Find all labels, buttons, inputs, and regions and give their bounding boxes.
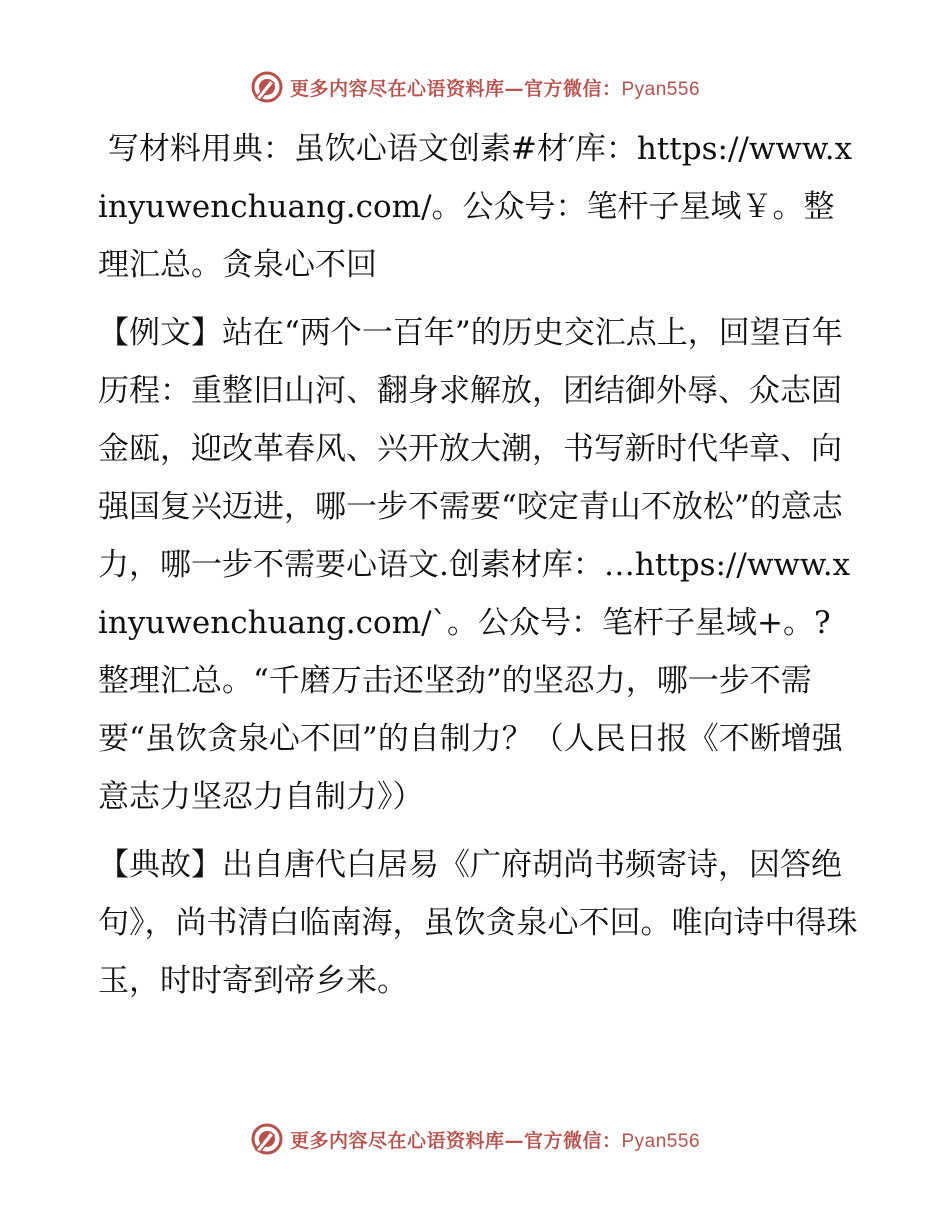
banner-text xyxy=(290,74,700,101)
banner-label: 更多内容尽在心语资料库—官方微信： xyxy=(289,77,622,100)
paragraph-allusion xyxy=(98,836,858,1010)
banner-handle: Pyan556 xyxy=(621,1130,701,1152)
footer-banner xyxy=(0,1122,950,1156)
paragraph-intro-text: 写材料用典：虽饮心语文创素#材′库：https://www.xinyuwenchuang.com/。公众号：笔杆子星域￥。整理汇总。贪泉心不回 xyxy=(98,131,853,283)
banner-label: 更多内容尽在心语资料库—官方微信： xyxy=(289,1129,622,1152)
paragraph-example-text: 站在“两个一百年”的历史交汇点上，回望百年历程：重整旧山河、翻身求解放，团结御外辱、众志固金瓯，迎改革春风、兴开放大潮，书写新时代华章、向强国复兴迈进，哪一步不需要“咬定青山不放松”的意志力，哪一步不需要心语文.创素材库：…https://www.xinyuwenchuang.com/`。公众号：笔杆子星域+。?整理汇总。“千磨万击还坚劲”的坚忍力，哪一步不需要“虽饮贪泉心不回”的自制力？（人民日报《不断增强意志力坚忍力自制力》） xyxy=(98,315,851,815)
paragraph-example xyxy=(98,304,858,826)
example-tag: 【例文】 xyxy=(98,315,222,351)
banner-handle: Pyan556 xyxy=(621,78,701,100)
header-banner xyxy=(0,70,950,104)
allusion-tag: 【典故】 xyxy=(98,847,222,883)
paragraph-intro xyxy=(98,120,858,294)
banner-text xyxy=(290,1126,700,1153)
pen-logo-icon xyxy=(250,1122,284,1156)
paragraph-allusion-text: 出自唐代白居易《广府胡尚书频寄诗，因答绝句》，尚书清白临南海，虽饮贪泉心不回。唯向诗中得珠玉，时时寄到帝乡来。 xyxy=(98,847,858,999)
pen-logo-icon xyxy=(250,70,284,104)
document-body xyxy=(98,120,858,1020)
